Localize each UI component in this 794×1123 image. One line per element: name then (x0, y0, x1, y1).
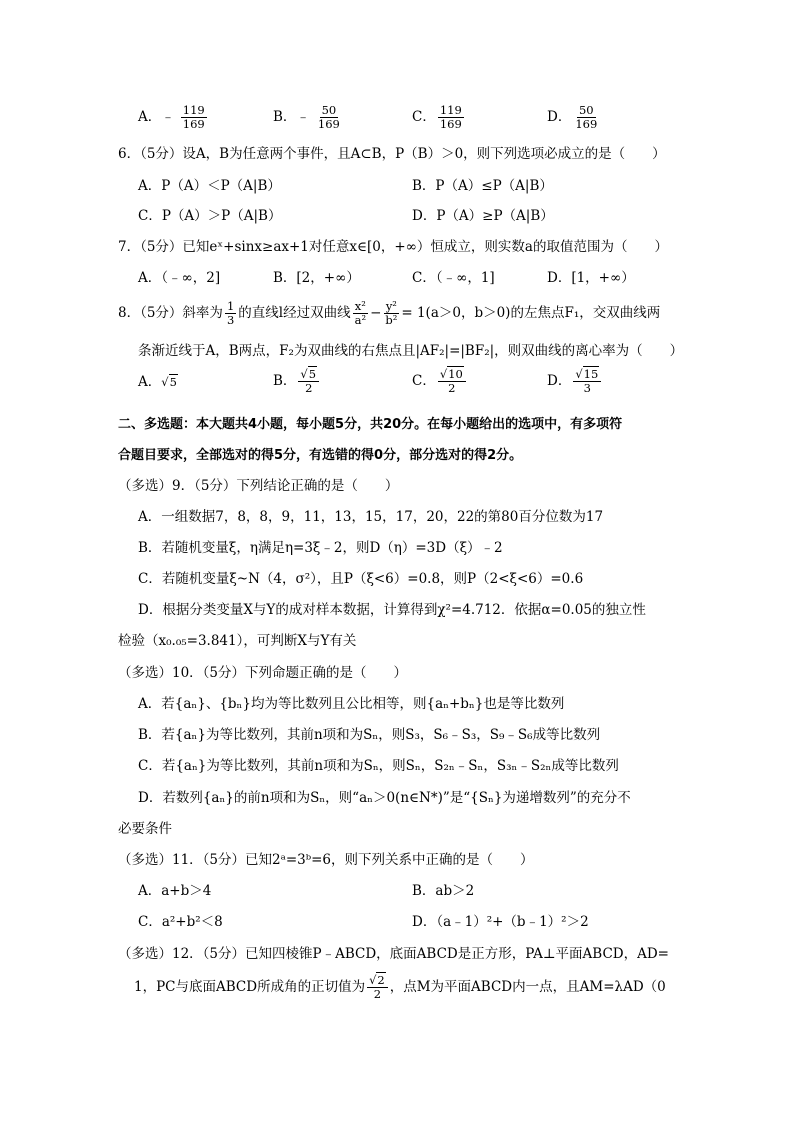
q5-option-b: B．﹣ $\frac{50}{169}$ (273, 103, 340, 132)
q5-option-c: C． $\frac{119}{169}$ (412, 103, 462, 132)
slope-fraction: $\frac{1}{3}$ (226, 299, 235, 328)
q11-option-b: B．ab＞2 (412, 883, 475, 899)
y-fraction: $\frac{\text{y²}}{\text{b²}}$ (385, 299, 398, 328)
q9-option-a: A．一组数据7，8，8，9，11，13，15，17，20，22的第80百分位数为17 (138, 509, 604, 525)
fraction: $\frac{√10}{2}$ (438, 368, 466, 395)
q6-option-d: D．P（A）≥P（A|B） (412, 208, 554, 224)
q9-option-c: C．若随机变量ξ~N（4，σ²），且P（ξ<6）=0.8，则P（2<ξ<6）=0.6 (138, 571, 584, 587)
q12-stem-line2: 1，PC与底面ABCD所成角的正切值为 $\frac{√2}{2}$ ，点M为平面ABCD内一点，且AM=λAD（0 (134, 973, 666, 1002)
q12-stem: （多选）12．（5分）已知四棱锥P﹣ABCD，底面ABCD是正方形，PA⊥平面ABCD，AD= (118, 946, 669, 962)
q11-option-d: D．（a﹣1）²+（b﹣1）²＞2 (412, 914, 589, 930)
q9-option-d-line2: 检验（x₀.₀₅=3.841），可判断X与Y有关 (118, 633, 357, 649)
q6-option-b: B．P（A）≤P（A|B） (412, 178, 553, 194)
q7-option-b: B．[2，+∞） (273, 270, 360, 286)
q8-option-d: D． $\frac{√15}{3}$ (547, 368, 603, 395)
q5-option-d: D． $\frac{50}{169}$ (547, 103, 598, 132)
q8-option-a: A．√5 (138, 374, 177, 390)
q6-option-c: C．P（A）＞P（A|B） (138, 208, 282, 224)
q7-option-d: D．[1，+∞） (547, 270, 635, 286)
q7-option-a: A．（﹣∞，2] (138, 270, 221, 286)
q10-option-c: C．若{aₙ}为等比数列，其前n项和为Sₙ，则Sₙ，S₂ₙ﹣Sₙ，S₃ₙ﹣S₂ₙ成等比数列 (138, 758, 619, 774)
q6-stem: 6．（5分）设A，B为任意两个事件，且A⊂B，P（B）＞0，则下列选项必成立的是（ ） (118, 146, 666, 162)
q6-option-a: A．P（A）＜P（A|B） (138, 178, 281, 194)
section-heading: 二、多选题：本大题共4小题，每小题5分，共20分。在每小题给出的选项中，有多项符 (118, 417, 623, 432)
fraction: $\frac{119}{169}$ (182, 103, 205, 132)
q10-option-b: B．若{aₙ}为等比数列，其前n项和为Sₙ，则S₃，S₆﹣S₃，S₉﹣S₆成等比数列 (138, 727, 601, 743)
q8-stem-line2: 条渐近线于A，B两点，F₂为双曲线的右焦点且|AF₂|=|BF₂|，则双曲线的离心率为（ ） (138, 343, 684, 359)
q5-option-a: A．﹣ $\frac{119}{169}$ (138, 103, 205, 132)
q9-option-b: B．若随机变量ξ，η满足η=3ξ﹣2，则D（η）=3D（ξ）﹣2 (138, 540, 503, 556)
q11-option-a: A．a+b＞4 (138, 883, 212, 899)
fraction: $\frac{√2}{2}$ (367, 974, 388, 1001)
x-fraction: $\frac{\text{x²}}{\text{a²}}$ (354, 299, 367, 328)
q8-stem: 8．（5分）斜率为 $\frac{1}{3}$ 的直线l经过双曲线 $\frac{\text{x²}}{\text{a²}}$ − $\frac{\text{y²}}{\text{b²}}$ = 1(a＞0，b＞0)的左焦点F₁，交双曲线两 (118, 299, 661, 328)
fraction: $\frac{√5}{2}$ (298, 368, 319, 395)
fraction: $\frac{119}{169}$ (439, 103, 462, 132)
q9-option-d: D．根据分类变量X与Y的成对样本数据，计算得到χ²=4.712．依据α=0.05的独立性 (138, 602, 646, 618)
q10-option-a: A．若{aₙ}、{bₙ}均为等比数列且公比相等，则{aₙ+bₙ}也是等比数列 (138, 696, 565, 712)
q10-option-d-line2: 必要条件 (118, 821, 172, 837)
q10-option-d: D．若数列{aₙ}的前n项和为Sₙ，则“aₙ＞0(n∈N*)”是“{Sₙ}为递增数列”的充分不 (138, 790, 631, 806)
section-heading-line2: 合题目要求，全部选对的得5分，有选错的得0分，部分选对的得2分。 (118, 448, 523, 463)
q8-option-c: C． $\frac{√10}{2}$ (412, 368, 468, 395)
fraction: $\frac{√15}{3}$ (573, 368, 601, 395)
q9-stem: （多选）9．（5分）下列结论正确的是（ ） (118, 478, 399, 494)
q7-option-c: C．（﹣∞，1] (412, 270, 495, 286)
q7-stem: 7．（5分）已知eˣ+sinx≥ax+1对任意x∈[0，+∞）恒成立，则实数a的取值范围为（ ） (118, 239, 668, 255)
fraction: $\frac{50}{169}$ (575, 103, 598, 132)
sqrt-symbol: √5 (161, 375, 177, 389)
q11-option-c: C．a²+b²＜8 (138, 914, 223, 930)
q8-option-b: B． $\frac{√5}{2}$ (273, 368, 321, 395)
q10-stem: （多选）10．（5分）下列命题正确的是（ ） (118, 665, 408, 681)
fraction: $\frac{50}{169}$ (317, 103, 340, 132)
q11-stem: （多选）11．（5分）已知2ᵃ=3ᵇ=6，则下列关系中正确的是（ ） (118, 852, 534, 868)
